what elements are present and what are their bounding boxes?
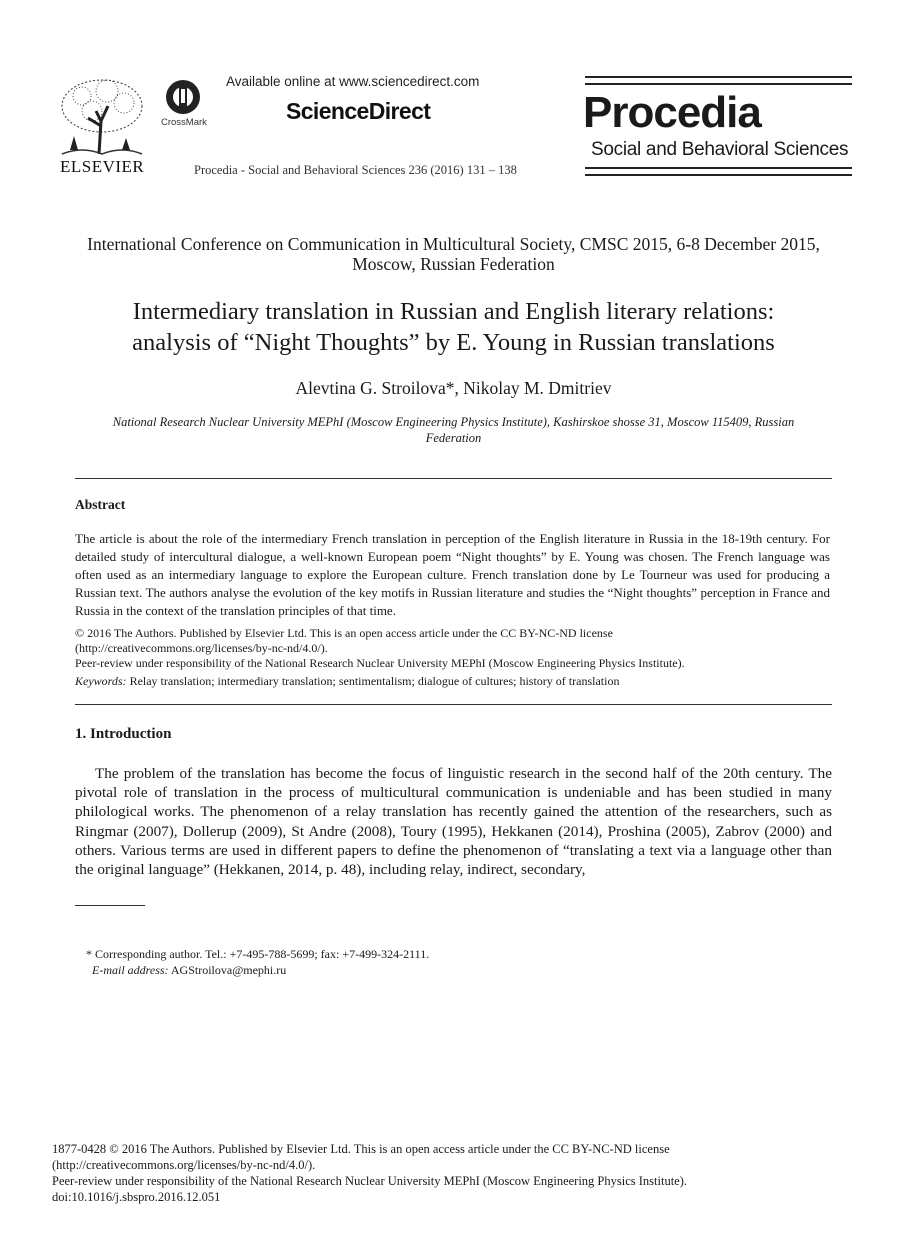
issn-line: 1877-0428 © 2016 The Authors. Published by Elsevier Ltd. This is an open access article under the CC BY-NC-ND license <box>52 1142 670 1156</box>
procedia-rule-top-thin <box>585 83 852 85</box>
title-line-2: analysis of “Night Thoughts” by E. Young in Russian translations <box>132 329 775 356</box>
abstract-bottom-rule <box>75 704 832 705</box>
copyright-notice <box>75 626 832 656</box>
bottom-license-link[interactable]: (http://creativecommons.org/licenses/by-nc-nd/4.0/). <box>52 1158 316 1172</box>
procedia-subtitle: Social and Behavioral Sciences <box>591 139 849 160</box>
conference-name: International Conference on Communication in Multicultural Society, CMSC 2015, 6-8 December 2015, Moscow, Russian Federation <box>87 234 820 274</box>
procedia-logo: Procedia <box>583 88 761 137</box>
crossmark-label: CrossMark <box>161 117 207 128</box>
abstract-heading: Abstract <box>75 497 126 512</box>
keywords-label: Keywords: <box>75 674 127 688</box>
doi-line[interactable]: doi:10.1016/j.sbspro.2016.12.051 <box>52 1190 221 1204</box>
footnote-rule <box>75 905 145 906</box>
available-online-text[interactable]: Available online at www.sciencedirect.com <box>226 74 480 89</box>
peer-review-note: Peer-review under responsibility of the National Research Nuclear University MEPhI (Moscow Engineering Physics Institute). <box>75 656 685 670</box>
keywords-line <box>75 674 832 689</box>
abstract-top-rule <box>75 478 832 479</box>
journal-reference: Procedia - Social and Behavioral Sciences 236 (2016) 131 – 138 <box>194 163 517 177</box>
procedia-rule-bottom <box>585 167 852 169</box>
paper-title <box>60 296 847 358</box>
publication-info <box>52 1141 687 1205</box>
footnote <box>86 946 429 978</box>
procedia-rule-bottom-thin <box>585 174 852 176</box>
email-line <box>86 962 429 978</box>
sciencedirect-logo[interactable]: ScienceDirect <box>286 98 431 124</box>
affiliation: National Research Nuclear University MEPhI (Moscow Engineering Physics Institute), Kashirskoe shosse 31, Moscow 115409, Russian Federation <box>112 415 795 445</box>
license-link[interactable]: (http://creativecommons.org/licenses/by-nc-nd/4.0/). <box>75 641 328 655</box>
title-line-1: Intermediary translation in Russian and English literary relations: <box>132 298 775 325</box>
corresponding-author: * Corresponding author. Tel.: +7-495-788-5699; fax: +7-499-324-2111. <box>86 947 430 961</box>
elsevier-wordmark: ELSEVIER <box>60 157 145 176</box>
keywords-list: Relay translation; intermediary translation; sentimentalism; dialogue of cultures; history of translation <box>129 674 620 688</box>
introduction-heading: 1. Introduction <box>75 726 172 742</box>
author-list: Alevtina G. Stroilova*, Nikolay M. Dmitriev <box>295 378 612 398</box>
bottom-peer-review: Peer-review under responsibility of the National Research Nuclear University MEPhI (Moscow Engineering Physics Institute). <box>52 1174 688 1188</box>
email-label: E-mail address: <box>92 963 169 977</box>
procedia-rule-top <box>585 76 852 78</box>
abstract-text: The article is about the role of the intermediary French translation in perception of the English literature in Russia in the 18-19th century. For detailed study of intercultural dialogue, a well-known European poem “Night thoughts” by E. Young was chosen. The French language was often used as an intermediary language to explore the European culture. French translation done by Le Tourneur was used for producing a Russian text. The authors analyse the evolution of the key motifs in Russian literature and studies the “Night thoughts” perception in France and Russia in the context of the translation principles of that time. <box>75 531 830 618</box>
email-address[interactable]: AGStroilova@mephi.ru <box>170 963 287 977</box>
introduction-paragraph: The problem of the translation has become the focus of linguistic research in the second half of the 20th century. The pivotal role of translation in the process of multicultural communication is undeniable and has been studied in many philological works. The phenomenon of a relay translation has recently gained the attention of the researchers, such as Ringmar (2007), Dollerup (2009), St Andre (2008), Toury (1995), Hekkanen (2014), Proshina (2005), Zabrov (2000) and others. Various terms are used in different papers to define the phenomenon of “translating a text via a language other than the original language” (Hekkanen, 2014, p. 48), including relay, indirect, secondary, <box>75 765 832 879</box>
copyright-line-1: © 2016 The Authors. Published by Elsevier Ltd. This is an open access article under the CC BY-NC-ND license <box>75 626 613 640</box>
